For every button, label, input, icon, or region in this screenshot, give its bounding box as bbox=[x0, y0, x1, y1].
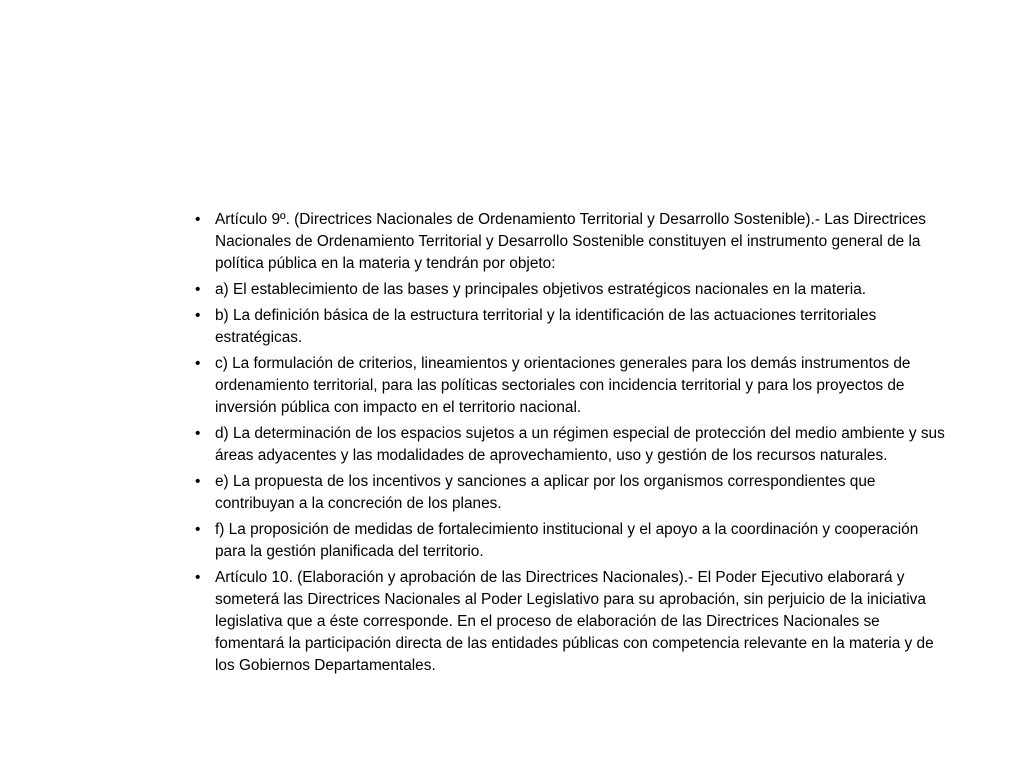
bullet-item-d bbox=[194, 423, 946, 467]
bullet-dot-icon: • bbox=[195, 211, 201, 228]
bullet-dot-icon: • bbox=[195, 425, 201, 443]
bullet-text: e) La propuesta de los incentivos y sanciones a aplicar por los organismos correspondientes que contribuyan a la concreción de los planes. bbox=[215, 473, 876, 513]
bullet-item-b bbox=[194, 305, 946, 349]
bullet-list bbox=[194, 209, 946, 681]
bullet-text: Artículo 10. (Elaboración y aprobación de las Directrices Nacionales).- El Poder Ejecutivo elaborará y someterá las Directrices Nacionales al Poder Legislativo para su aprobación, sin perjuicio de la iniciativa legislativa que a éste corresponde. En el proceso de elaboración de las Directrices Nacionales se fomentará la participación directa de las entidades públicas con competencia relevante en la materia y de los Gobiernos Departamentales. bbox=[215, 569, 934, 674]
bullet-dot-icon: • bbox=[195, 307, 201, 325]
bullet-text: f) La proposición de medidas de fortalecimiento institucional y el apoyo a la coordinación y cooperación para la gestión planificada del territorio. bbox=[215, 521, 919, 561]
bullet-item-articulo-10 bbox=[194, 567, 946, 676]
bullet-item-a bbox=[194, 279, 946, 301]
bullet-item-e bbox=[194, 471, 946, 515]
bullet-dot-icon: • bbox=[195, 521, 201, 539]
bullet-dot-icon: • bbox=[195, 355, 201, 373]
bullet-dot-icon: • bbox=[195, 280, 201, 298]
bullet-text: d) La determinación de los espacios sujetos a un régimen especial de protección del medio ambiente y sus áreas adyacentes y las modalidades de aprovechamiento, uso y gestión de los recursos naturales. bbox=[215, 425, 945, 464]
bullet-dot-icon: • bbox=[195, 569, 201, 587]
bullet-item-articulo-9 bbox=[194, 209, 946, 274]
bullet-text: a) El establecimiento de las bases y principales objetivos estratégicos nacionales en la materia. bbox=[215, 280, 867, 298]
bullet-dot-icon: • bbox=[195, 473, 201, 491]
bullet-item-f bbox=[194, 519, 946, 563]
bullet-text: c) La formulación de criterios, lineamientos y orientaciones generales para los demás instrumentos de ordenamiento territorial, para las políticas sectoriales con incidencia territorial y para los proyectos de inversión pública con impacto en el territorio nacional. bbox=[215, 355, 911, 416]
bullet-text: Artículo 9º. (Directrices Nacionales de Ordenamiento Territorial y Desarrollo Sostenible).- Las Directrices Nacionales de Ordenamiento Territorial y Desarrollo Sostenible constituyen el instrumento general de la política pública en la materia y tendrán por objeto: bbox=[215, 211, 927, 272]
bullet-item-c bbox=[194, 353, 946, 418]
bullet-text: b) La definición básica de la estructura territorial y la identificación de las actuaciones territoriales estratégicas. bbox=[215, 307, 877, 346]
